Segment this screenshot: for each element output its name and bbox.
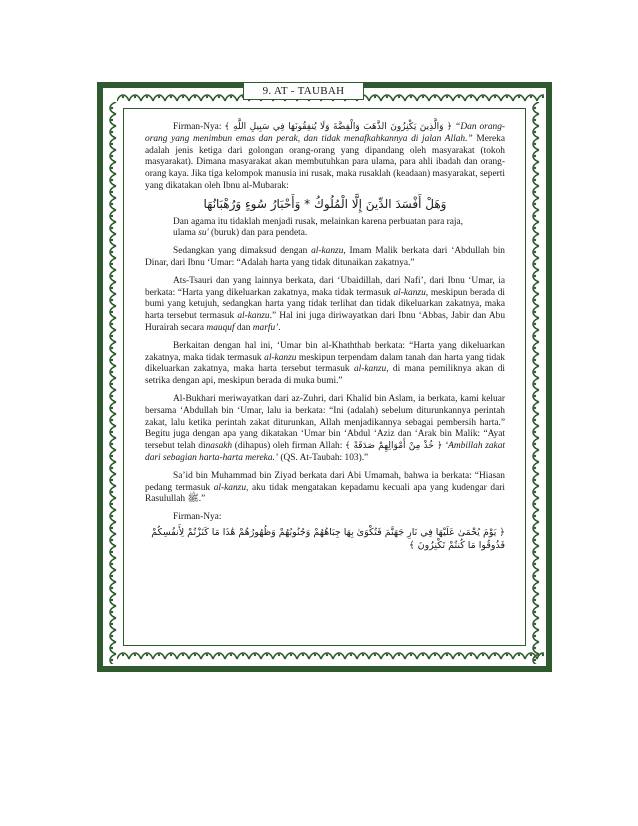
vine-border-right-icon — [529, 102, 543, 664]
page-body — [145, 122, 505, 558]
paragraph-4 — [145, 341, 505, 388]
term-al-kanzu: al-kanzu — [264, 352, 297, 363]
poem-arabic: وَهَلْ أَفْسَدَ الدِّينَ إِلَّا الْمُلُوكُ * وَأَحْبَارُ سُوءٍ وَرُهْبَانُهَا — [203, 196, 447, 211]
poem-line-2 — [173, 228, 505, 240]
term-marfu: marfu’ — [252, 322, 279, 333]
lead-text: Firman-Nya: — [173, 122, 225, 132]
paragraph-text: .” Hal ini juga diriwayatkan dari Ibnu ‘Abbas, Jabir dan Abu Hurairah secara — [145, 311, 506, 333]
arabic-verse: ﴿ خُذْ مِنْ أَمْوَالِهِمْ صَدَقَةً ﴾ — [345, 441, 443, 452]
paragraph-5 — [145, 394, 505, 465]
paragraph-text: , Imam Malik berkata dari ‘Abdullah bin Dinar, dari Ibnu ‘Umar: “Adalah harta yang tidak ditunaikan zakatnya.” — [145, 246, 505, 268]
final-arabic-verse: ﴿ يَوْمَ يُحْمَىٰ عَلَيْهَا فِي نَارِ جَهَنَّمَ فَتُكْوَىٰ بِهَا جِبَاهُهُمْ وَجُنُوبُهُمْ وَظُهُورُهُمْ هَٰذَا مَا كَنَزْتُمْ لِأَنفُسِكُمْ فَذُوقُوا مَا كُنتُمْ تَكْنِزُونَ ﴾ — [151, 526, 505, 551]
verse-translation: ‘Ambillah zakat dari sebagian harta-harta mereka.’ — [145, 441, 506, 463]
verse-translation: “Dan orang-orang yang menimbun emas dan perak, dan tidak menafkahkannya di jalan Allah.” — [145, 122, 505, 144]
paragraph-text: (QS. At-Taubah: 103).” — [277, 452, 369, 463]
lead-text: Firman-Nya: — [173, 512, 222, 523]
paragraph-text: . — [278, 322, 281, 333]
paragraph-6 — [145, 471, 505, 506]
paragraph-text: Ats-Tsauri dan yang lainnya berkata, dari ‘Ubaidillah, dari Nafi’, dari Ibnu ‘Umar, ia berkata: “Harta yang dikeluarkan zakatnya, maka tidak termasuk — [145, 275, 505, 298]
vine-border-left-icon — [106, 102, 120, 664]
term-su: su' — [198, 228, 209, 239]
term-mauquf: mauquf — [206, 322, 235, 333]
chapter-header — [243, 82, 364, 100]
paragraph-3 — [145, 276, 505, 335]
paragraph-2 — [145, 246, 505, 270]
paragraph-text: Sa’id bin Muhammad bin Ziyad berkata dari Abi Umamah, bahwa ia berkata: “Hiasan pedang termasuk — [145, 470, 505, 493]
term-al-kanzu: al-kanzu — [311, 246, 344, 257]
chapter-title: 9. AT - TAUBAH — [262, 85, 345, 97]
term-nasakh: nasakh — [205, 441, 233, 452]
paragraph-text: meskipun terpendam dalam tanah dan harta yang tidak dikeluarkan zakatnya, maka harta tersebut termasuk — [145, 352, 505, 375]
poem-line-1: Dan agama itu tidaklah menjadi rusak, melainkan karena perbuatan para raja, — [173, 216, 463, 227]
poem-text: ulama — [173, 228, 199, 239]
term-al-kanzu: al-kanzu — [393, 287, 426, 298]
paragraph-7 — [145, 512, 505, 524]
term-al-kanzu: al-kanzu — [353, 364, 387, 375]
paragraph-text: , meskipun berada di bumi yang ketujuh, sedangkan harta yang tidak terlihat dan tidak dikeluarkan zakatnya, maka harta tersebut termasuk — [145, 287, 505, 322]
term-al-kanzu: al-kanzu — [213, 482, 247, 493]
vine-border-bottom-icon — [117, 649, 544, 663]
paragraph-1 — [145, 122, 505, 193]
paragraph-text: Mereka adalah jenis ketiga dari golongan orang-orang yang dipandang oleh masyarakat (tokoh masyarakat). Dimana masyarakat akan membutuhkan para ulama, para ahli ibadah dan orang-orang kaya. Jika tiga kelompok manusia ini rusak, maka rusaklah (keadaan) masyarakat, seperti yang dikatakan oleh Ibnu al-Mubarak: — [145, 133, 505, 191]
term-al-kanzu: al-kanzu — [237, 311, 270, 322]
arabic-verse: ﴿ وَالَّذِينَ يَكْنِزُونَ الذَّهَبَ وَالْفِضَّةَ وَلَا يُنفِقُونَهَا فِي سَبِيلِ اللَّهِ ﴾ — [224, 122, 453, 132]
paragraph-text: Sedangkan yang dimaksud dengan — [173, 246, 312, 257]
poem-translation — [145, 217, 505, 241]
paragraph-text: (dihapus) oleh firman Allah: — [232, 441, 345, 452]
paragraph-text: , aku tidak mengatakan kepadamu kecuali apa yang kudengar dari Rasulullah ﷺ.” — [145, 482, 506, 505]
paragraph-text: Al-Bukhari meriwayatkan dari az-Zuhri, dari Khalid bin Aslam, ia berkata, kami keluar bersama ‘Abdullah bin ‘Umar, lalu ia berkata: “Ini (adalah) sebelum diturunkannya perintah zakat, lalu ketika perintah zakat diturunkan, Allah menjadikannya sebagai pembersih harta.” Begitu juga dengan apa yang dikatakan ‘Umar bin ‘Abdul ‘Aziz dan ‘Arak bin Malik: “Ayat tersebut telah di — [145, 393, 505, 452]
paragraph-text: , di mana pemiliknya akan di setrika dengan api, meskipun berada di muka bumi.” — [145, 364, 505, 387]
poem-text: (buruk) dan para pendeta. — [208, 228, 308, 239]
paragraph-text: Berkaitan dengan hal ini, ‘Umar bin al-Khaththab berkata: “Harta yang dikeluarkan zakatnya, maka tidak termasuk — [145, 340, 505, 363]
paragraph-text: dan — [234, 322, 253, 333]
